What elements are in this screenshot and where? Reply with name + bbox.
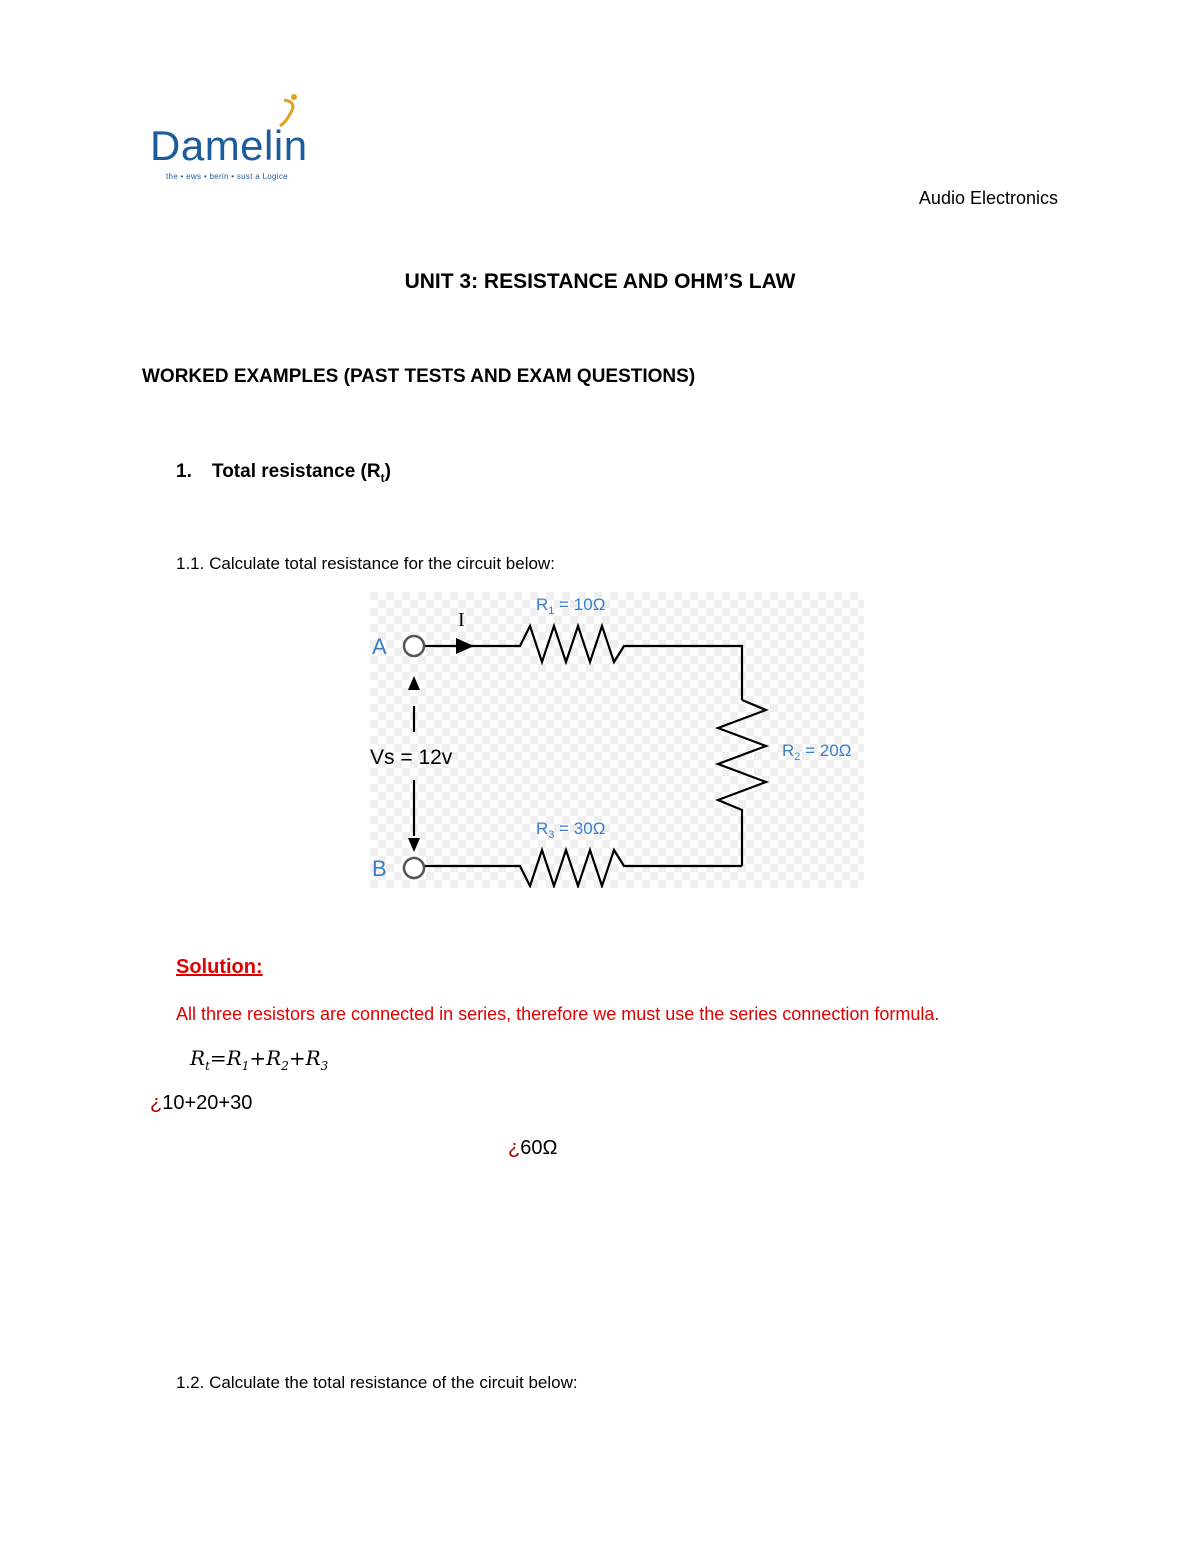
subheading: WORKED EXAMPLES (PAST TESTS AND EXAM QUESTIONS) bbox=[142, 366, 696, 387]
r1-label: $R_1 = 10\Omega$ bbox=[536, 595, 606, 617]
damelin-logo bbox=[148, 92, 338, 184]
section-label: Total resistance (R bbox=[212, 461, 381, 482]
section-number: 1. bbox=[176, 461, 192, 482]
section-label-close: ) bbox=[384, 461, 391, 482]
source-voltage-label: Vs = 12v bbox=[370, 746, 453, 769]
question-2 bbox=[176, 1373, 578, 1393]
section-heading bbox=[176, 461, 391, 485]
equation-result: ¿60Ω bbox=[508, 1137, 558, 1159]
terminal-a bbox=[404, 636, 424, 656]
node-b-label: B bbox=[372, 856, 387, 881]
node-a-label: A bbox=[372, 634, 387, 659]
logo-wordmark: Damelin bbox=[150, 122, 308, 169]
solution-label: Solution: bbox=[176, 956, 263, 978]
r2-label: $R_2 = 20\Omega$ bbox=[782, 741, 852, 763]
page-title: UNIT 3: RESISTANCE AND OHM’S LAW bbox=[404, 270, 796, 293]
question-2-number: 1.2. bbox=[176, 1373, 205, 1392]
current-label: I bbox=[458, 609, 465, 631]
equation-substitution: ¿10+20+30 bbox=[150, 1092, 253, 1114]
logo-tagline: the • ews • berin • sust a Logice bbox=[166, 172, 288, 181]
equation-series-formula: $R_t=R_1+R_2+R_3$ bbox=[190, 1046, 329, 1073]
question-1 bbox=[176, 554, 555, 574]
question-1-text: Calculate total resistance for the circuit below: bbox=[209, 554, 555, 573]
terminal-b bbox=[404, 858, 424, 878]
r3-label: $R_3 = 30\Omega$ bbox=[536, 819, 606, 841]
section-label-sub: t bbox=[380, 470, 385, 485]
solution-text: All three resistors are connected in series, therefore we must use the series connection formula. bbox=[176, 1004, 940, 1024]
series-circuit-diagram bbox=[370, 592, 864, 888]
course-name: Audio Electronics bbox=[918, 188, 1058, 208]
question-2-text: Calculate the total resistance of the circuit below: bbox=[209, 1373, 578, 1392]
diagram-background bbox=[370, 592, 864, 888]
question-1-number: 1.1. bbox=[176, 554, 205, 573]
